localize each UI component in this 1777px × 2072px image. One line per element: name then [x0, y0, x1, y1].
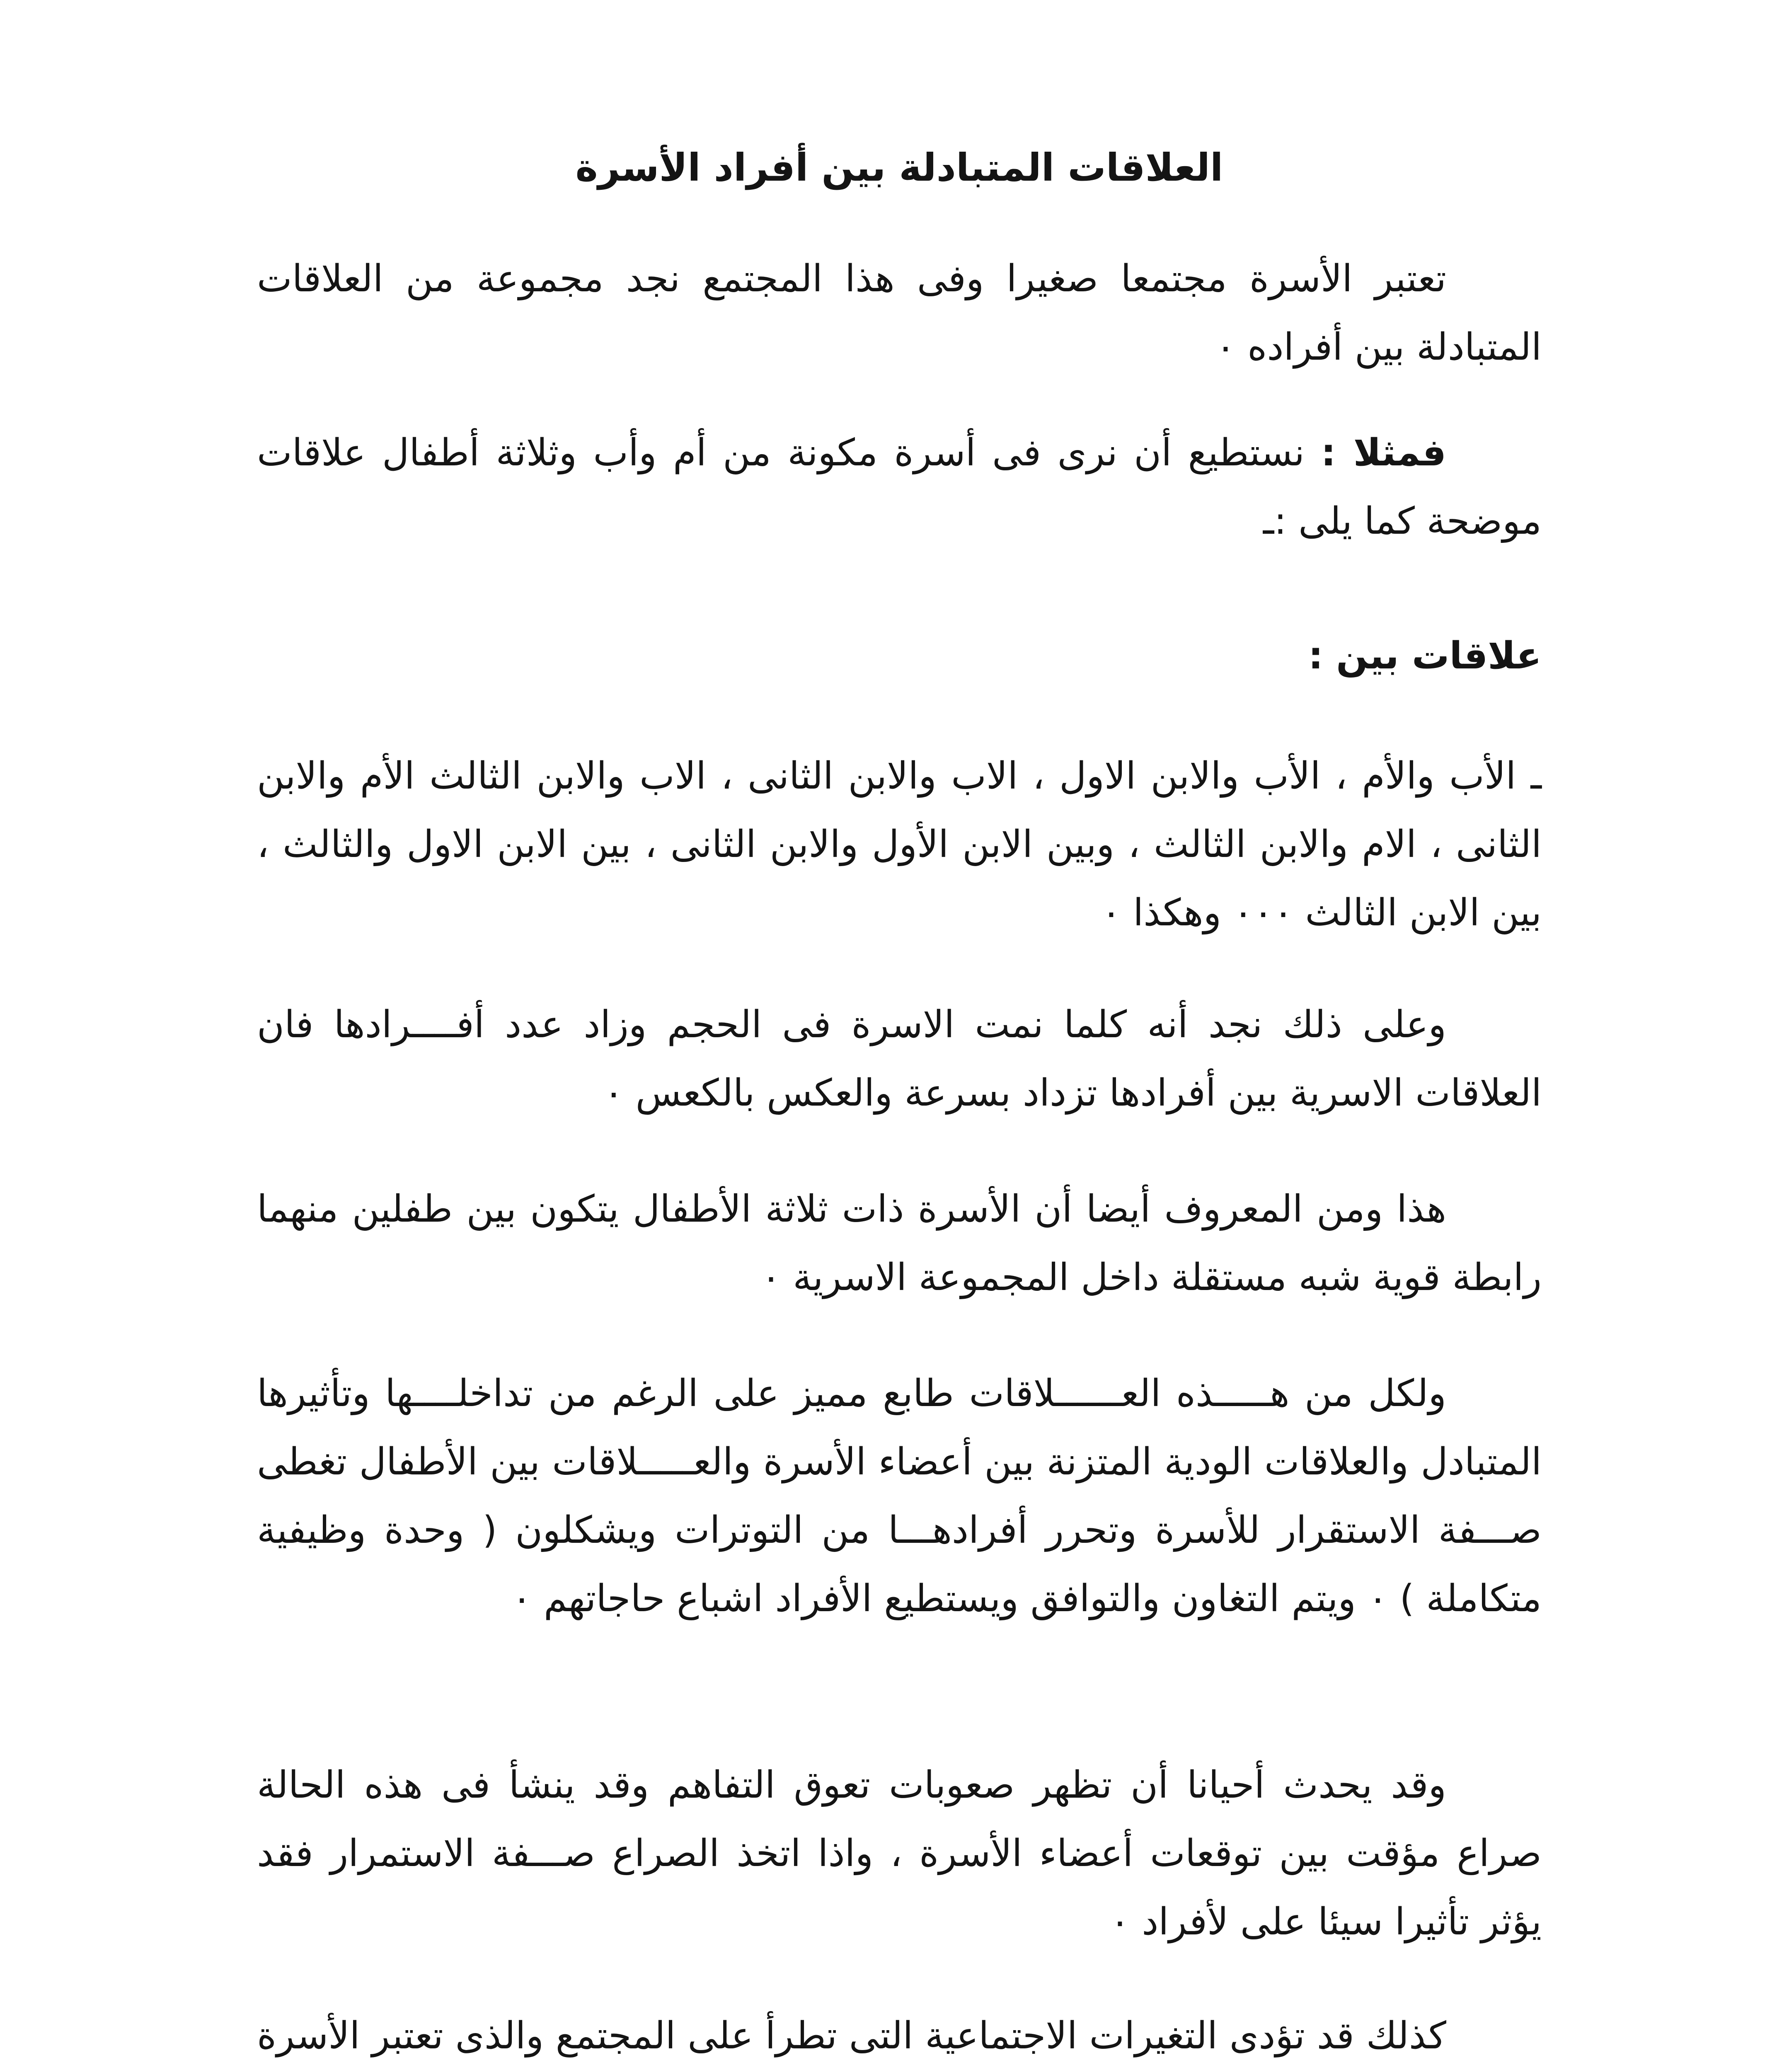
section-heading: علاقات بين :	[1308, 634, 1542, 678]
paragraph-social-change: كذلك قد تؤدى التغيرات الاجتماعية التى تطرأ على المجتمع والذى تعتبر الأسرة	[257, 2014, 1446, 2057]
example-text: نستطيع أن نرى فى أسرة مكونة من أم وأب وثلاثة أطفال علاقات موضحة كما يلى :ـ	[257, 431, 1542, 543]
page-title: العلاقات المتبادلة بين أفراد الأسرة	[575, 145, 1223, 190]
paragraph-growth: وعلى ذلك نجد أنه كلما نمت الاسرة فى الحجم وزاد عدد أفــــرادها فان العلاقات الاسرية بين أفرادها تزداد بسرعة والعكس بالكعس ٠	[257, 1003, 1542, 1115]
paragraph-conflict: وقد يحدث أحيانا أن تظهر صعوبات تعوق التفاهم وقد ينشأ فى هذه الحالة صراع مؤقت بين توقعات أعضاء الأسرة ، واذا اتخذ الصراع صـــفة الاستمرار فقد يؤثر تأثيرا سيئا على لأفراد ٠	[257, 1763, 1542, 1944]
document-page	[257, 0, 1542, 2072]
paragraph-relation-character: ولكل من هـــــذه العــــــلاقات طابع مميز على الرغم من تداخلــــها وتأثيرها المتبادل والعلاقات الودية المتزنة بين أعضاء الأسرة والعـــــلاقات بين الأطفال تغطى صـــفة الاستقرار للأسرة وتحرر أفرادهـــا من التوترات ويشكلون ( وحدة وظيفية متكاملة ) ٠ ويتم التغاون والتوافق ويستطيع الأفراد اشباع حاجاتهم ٠	[257, 1372, 1542, 1620]
paragraph-relations-list: ـ الأب والأم ، الأب والابن الاول ، الاب والابن الثانى ، الاب والابن الثالث الأم والابن الثانى ، الام والابن الثالث ، وبين الابن الأول والابن الثانى ، بين الابن الاول والثالث ، بين الابن الثالث ٠٠٠ وهكذا ٠	[257, 754, 1542, 934]
paragraph-example	[257, 419, 1542, 555]
paragraph-three-children: هذا ومن المعروف أيضا أن الأسرة ذات ثلاثة الأطفال يتكون بين طفلين منهما رابطة قوية شبه مستقلة داخل المجموعة الاسرية ٠	[257, 1187, 1542, 1299]
paragraph-intro: تعتبر الأسرة مجتمعا صغيرا وفى هذا المجتمع نجد مجموعة من العلاقات المتبادلة بين أفراده ٠	[257, 257, 1542, 369]
example-lead: فمثلا :	[1321, 431, 1446, 474]
